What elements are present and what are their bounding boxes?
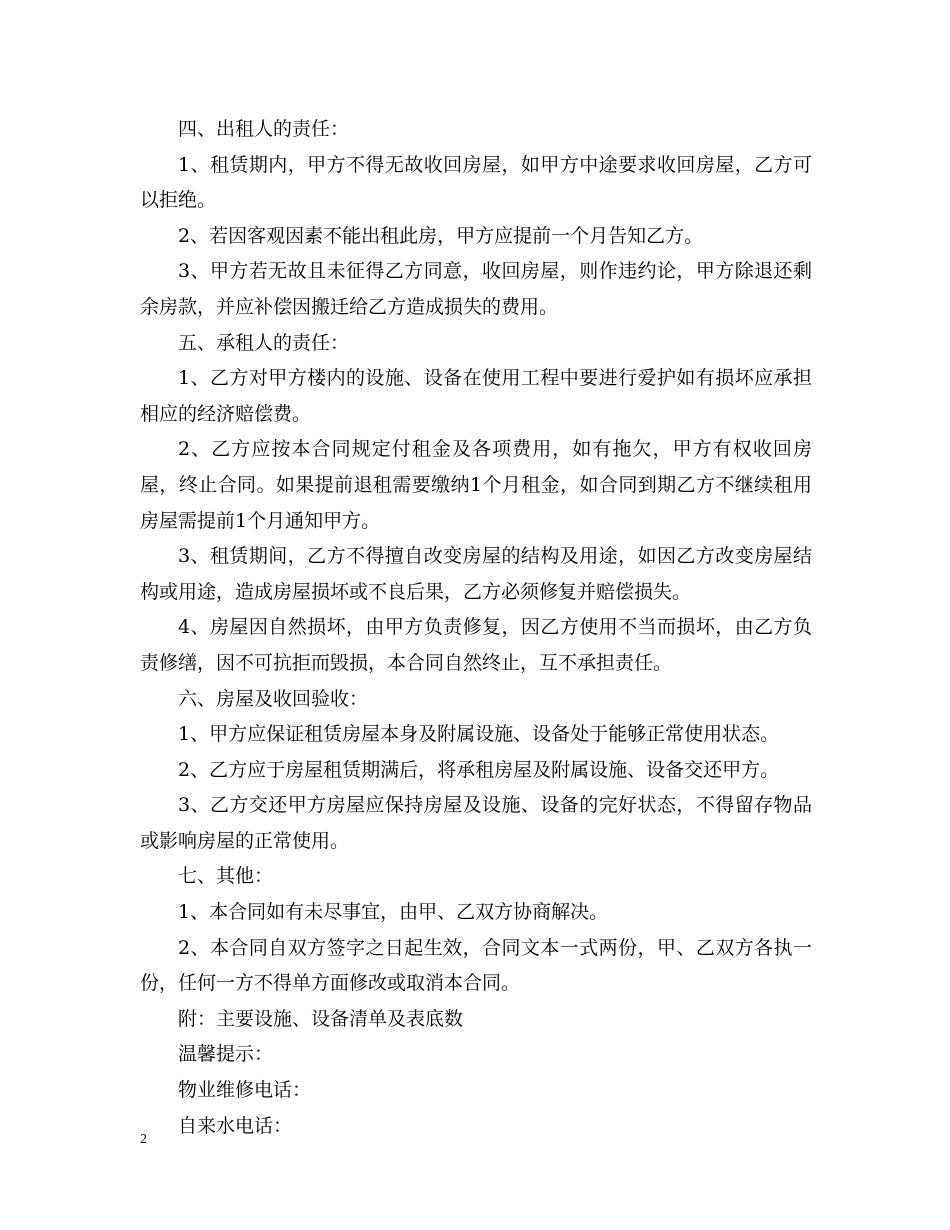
- clause-paragraph: 3、租赁期间，乙方不得擅自改变房屋的结构及用途，如因乙方改变房屋结构或用途，造成房屋损坏或不良后果，乙方必须修复并赔偿损失。: [140, 545, 812, 603]
- section-heading-lessor-duties: 四、出租人的责任：: [178, 118, 350, 140]
- section-heading-other: 七、其他：: [178, 865, 274, 888]
- section-heading-inspection: 六、房屋及收回验收：: [178, 687, 369, 710]
- clause-paragraph: 2、若因客观因素不能出租此房，甲方应提前一个月告知乙方。: [178, 224, 704, 247]
- property-repair-phone-label: 物业维修电话：: [178, 1079, 312, 1102]
- reminder-label: 温馨提示：: [178, 1043, 274, 1066]
- clause-paragraph: 2、乙方应于房屋租赁期满后，将承租房屋及附属设施、设备交还甲方。: [178, 758, 780, 781]
- page-number: 2: [140, 1132, 147, 1147]
- document-body: [140, 112, 812, 1144]
- clause-paragraph: 3、乙方交还甲方房屋应保持房屋及设施、设备的完好状态，不得留存物品或影响房屋的正常使用。: [140, 794, 812, 852]
- section-heading-lessee-duties: 五、承租人的责任：: [178, 331, 350, 354]
- clause-paragraph: 3、甲方若无故且未征得乙方同意，收回房屋，则作违约论，甲方除退还剩余房款，并应补偿因搬迁给乙方造成损失的费用。: [140, 260, 812, 318]
- clause-paragraph: 2、乙方应按本合同规定付租金及各项费用，如有拖欠，甲方有权收回房屋，终止合同。如果提前退租需要缴纳1个月租金，如合同到期乙方不继续租用房屋需提前1个月通知甲方。: [140, 438, 812, 532]
- clause-paragraph: 1、本合同如有未尽事宜，由甲、乙双方协商解决。: [178, 901, 609, 924]
- clause-paragraph: 1、租赁期内，甲方不得无故收回房屋，如甲方中途要求收回房屋，乙方可以拒绝。: [140, 153, 812, 212]
- appendix-line: 附：主要设施、设备清单及表底数: [178, 1007, 464, 1030]
- water-phone-label: 自来水电话：: [178, 1114, 293, 1137]
- clause-paragraph: 4、房屋因自然损坏，由甲方负责修复，因乙方使用不当而损坏，由乙方负责修缮，因不可抗拒而毁损，本合同自然终止，互不承担责任。: [140, 616, 812, 674]
- clause-paragraph: 1、乙方对甲方楼内的设施、设备在使用工程中要进行爱护如有损坏应承担相应的经济赔偿费。: [140, 367, 812, 425]
- clause-paragraph: 1、甲方应保证租赁房屋本身及附属设施、设备处于能够正常使用状态。: [178, 723, 780, 746]
- clause-paragraph: 2、本合同自双方签字之日起生效，合同文本一式两份，甲、乙双方各执一份，任何一方不得单方面修改或取消本合同。: [140, 936, 812, 995]
